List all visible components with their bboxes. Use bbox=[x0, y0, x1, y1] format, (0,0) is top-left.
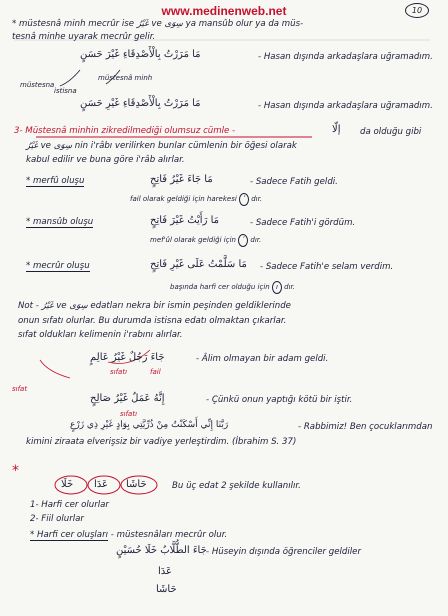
rule-line-1: * müstesnâ minh mecrûr ise غَيْرُ ve سِوَى ya mansûb olur ya da müs- bbox=[12, 19, 304, 29]
use-1: 1- Harfi cer olurlar bbox=[30, 500, 109, 510]
example-1-translation: - Hasan dışında arkadaşlara uğramadım. bbox=[258, 52, 433, 62]
explanation-line-3: غَيْرُ ve سِوَى nin i'râbı verilirken bunlar cümlenin bir öğesi olarak bbox=[26, 141, 297, 151]
label-fail: fail bbox=[150, 368, 161, 376]
label-sifat: sıfat bbox=[12, 385, 28, 393]
asterisk-mark: * bbox=[12, 463, 19, 479]
edat-explanation: Bu üç edat 2 şekilde kullanılır. bbox=[172, 481, 301, 491]
not-line-2: onun sıfatı olurlar. Bu durumda istisna edatı olmaktan çıkarlar. bbox=[18, 316, 287, 326]
edat-hâşâ: حَاشَا bbox=[126, 479, 147, 490]
example-6-arabic: جَاءَ الطُّلَّابُ خَلَا حُسَيْنٍ bbox=[116, 545, 207, 556]
mansub-arabic: مَا رَأَيْتُ غَيْرَ فَاتِحٍ bbox=[150, 215, 219, 226]
mecrur-arabic: مَا سَلَّمْتُ عَلَى غَيْرِ فَاتِحٍ bbox=[150, 259, 247, 270]
not-line-3: sıfat oldukları kelimenin i'rabını alırlar. bbox=[18, 330, 183, 340]
example-5-translation: - Rabbimiz! Ben çocuklarımdan bbox=[298, 422, 433, 432]
example-3-translation: - Âlim olmayan bir adam geldi. bbox=[196, 354, 329, 364]
example-3-arabic: جَاءَ رَجُلٌ غَيْرُ عَالِمٍ bbox=[90, 352, 165, 363]
mecrur-note: başında harfi cer olduğu için ı dır. bbox=[170, 281, 295, 294]
merfu-note: fail olarak geldiği için harekesi ʹ dır. bbox=[130, 193, 262, 206]
site-url: www.medinenweb.net bbox=[161, 4, 287, 18]
label-mustesna-minh: müstesnâ minh bbox=[98, 74, 153, 82]
label-mustesna: müstesna bbox=[20, 81, 55, 89]
page-number: 10 bbox=[405, 3, 429, 18]
label-istisna: istisna bbox=[54, 87, 77, 95]
rule-line-2: tesnâ minhe uyarak mecrûr gelir. bbox=[12, 32, 156, 42]
merfu-translation: - Sadece Fatih geldi. bbox=[250, 177, 338, 187]
example-5-arabic: رَبَّنَا إِنِّي أَسْكَنْتُ مِنْ ذُرِّيَّتِي بِوَادٍ غَيْرِ ذِي زَرْعٍ bbox=[70, 420, 229, 430]
example-1-arabic: مَا مَرَرْتُ بِالْأَصْدِقَاءِ غَيْرَ حَسَنٍ bbox=[80, 49, 201, 60]
example-7-arabic: عَدَا bbox=[158, 566, 172, 577]
harfi-cer-heading: * Harfi cer oluşları - müstesnâları mecrûr olur. bbox=[30, 530, 228, 540]
mansub-label: * mansûb oluşu bbox=[26, 217, 94, 227]
merfu-label: * merfû oluşu bbox=[26, 176, 85, 186]
example-8-arabic: حَاشَا bbox=[156, 584, 177, 595]
edat-halâ: خَلَا bbox=[61, 479, 74, 490]
explanation-line-4: kabul edilir ve buna göre i'râb alırlar. bbox=[26, 155, 185, 165]
label-sifati-2: sıfatı bbox=[120, 410, 138, 418]
example-6-translation: - Hüseyin dışında öğrenciler geldiler bbox=[206, 547, 361, 557]
edat-adâ: عَدَا bbox=[94, 479, 108, 490]
heading-3-arabic: إلّا bbox=[332, 124, 341, 135]
example-4-arabic: إِنَّهُ عَمَلٌ غَيْرُ صَالِحٍ bbox=[90, 393, 165, 404]
merfu-arabic: مَا جَاءَ غَيْرُ فَاتِحٍ bbox=[150, 174, 213, 185]
example-2-translation: - Hasan dışında arkadaşlara uğramadım. bbox=[258, 101, 433, 111]
example-2-arabic: مَا مَرَرْتُ بِالْأَصْدِقَاءِ غَيْرِ حَسَنٍ bbox=[80, 98, 201, 109]
example-5-translation-2: kimini ziraata elverişsiz bir vadiye yerleştirdim. (İbrahim S. 37) bbox=[26, 437, 297, 447]
mecrur-label: * mecrûr oluşu bbox=[26, 261, 90, 271]
heading-3: 3- Müstesnâ minhin zikredilmediği olumsuz cümle - bbox=[14, 126, 236, 136]
not-line-1: Not - غَيْرُ ve سِوَى edatları nekra bir ismin peşinden geldiklerinde bbox=[18, 301, 291, 311]
example-4-translation: - Çünkü onun yaptığı kötü bir iştir. bbox=[206, 395, 353, 405]
mansub-translation: - Sadece Fatih'i gördüm. bbox=[250, 218, 356, 228]
label-sifati: sıfatı bbox=[110, 368, 128, 376]
mansub-note: mef'ûl olarak geldiği için ʹ dır. bbox=[150, 234, 261, 247]
mecrur-translation: - Sadece Fatih'e selam verdim. bbox=[260, 262, 394, 272]
heading-3-rest: da olduğu gibi bbox=[360, 127, 422, 137]
use-2: 2- Fiil olurlar bbox=[30, 514, 84, 524]
